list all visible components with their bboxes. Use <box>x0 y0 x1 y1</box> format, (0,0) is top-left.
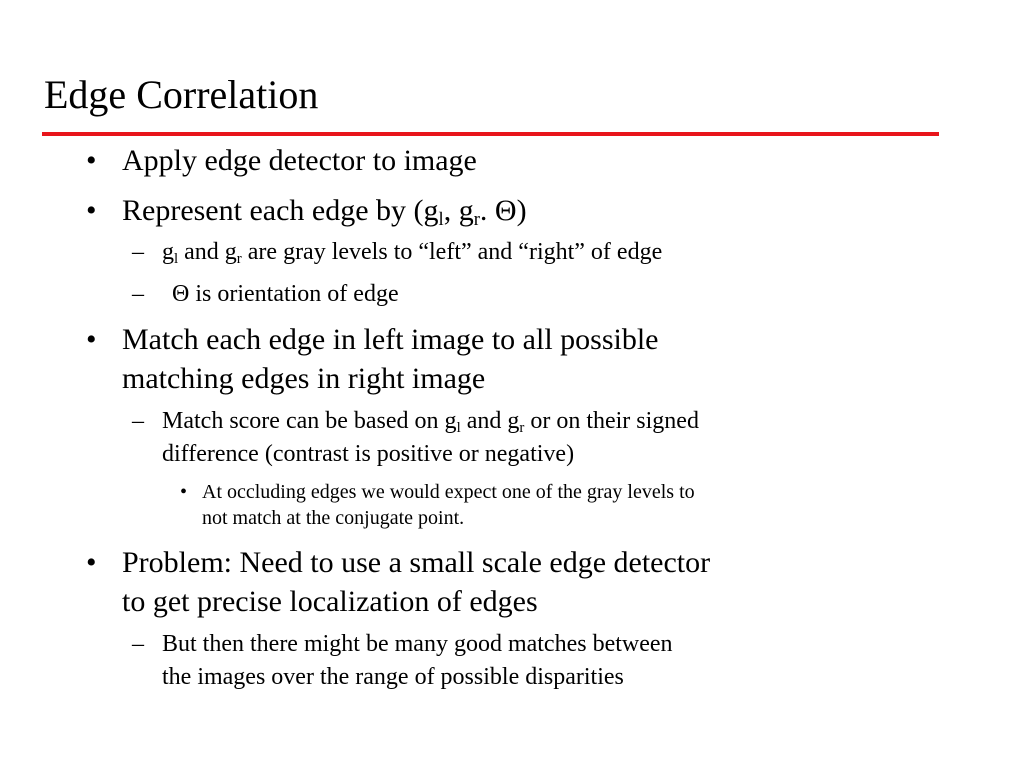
title-divider <box>42 132 939 136</box>
sub-bullet-text-part: and g <box>178 239 237 265</box>
bullet-problem <box>86 543 711 621</box>
slide-title: Edge Correlation <box>44 72 319 117</box>
sub-bullet-orientation <box>132 278 399 311</box>
sub-bullet-text-part: are gray levels to “left” and “right” of edge <box>241 239 663 265</box>
sub-bullet-text-line1: But then there might be many good matches between <box>162 631 673 657</box>
sub-bullet-match-score <box>132 405 699 471</box>
sub-bullet-text-part: or on their signed <box>524 408 699 434</box>
bullet-marker: • <box>180 481 188 503</box>
dash-marker: – <box>132 631 144 657</box>
sub-bullet-many-matches <box>132 628 673 694</box>
dash-marker: – <box>132 408 144 434</box>
sub-sub-bullet-text-line2: not match at the conjugate point. <box>202 507 465 529</box>
bullet-text-line2: matching edges in right image <box>122 362 486 395</box>
sub-bullet-text-part: Match score can be based on g <box>162 408 457 434</box>
sub-bullet-text-line2: the images over the range of possible disparities <box>162 664 624 690</box>
subscript-r: r <box>236 251 242 268</box>
sub-sub-bullet-text-line1: At occluding edges we would expect one of the gray levels to <box>202 481 695 503</box>
dash-marker: – <box>132 239 144 265</box>
bullet-apply-edge-detector <box>86 141 477 180</box>
subscript-l: l <box>456 420 461 437</box>
subscript-r: r <box>473 209 480 231</box>
bullet-marker: • <box>86 194 97 227</box>
sub-bullet-text-line2: difference (contrast is positive or negative) <box>162 441 575 467</box>
bullet-text-part: . Θ) <box>479 194 527 227</box>
bullet-represent-edge <box>86 191 527 231</box>
sub-bullet-gray-levels <box>132 236 663 269</box>
sub-bullet-text: Θ is orientation of edge <box>172 281 399 307</box>
bullet-text-line2: to get precise localization of edges <box>122 585 538 618</box>
bullet-marker: • <box>86 546 97 579</box>
bullet-text: Apply edge detector to image <box>122 144 477 177</box>
bullet-text-part: Represent each edge by (g <box>122 194 439 227</box>
bullet-marker: • <box>86 323 97 356</box>
subscript-l: l <box>438 209 444 231</box>
sub-bullet-text-part: and g <box>460 408 520 434</box>
bullet-marker: • <box>86 144 97 177</box>
bullet-text-line1: Match each edge in left image to all possible <box>122 323 659 356</box>
sub-sub-bullet-occluding-edges <box>180 479 695 531</box>
bullet-text-part: , g <box>443 194 474 227</box>
sub-bullet-text-part: g <box>162 239 174 265</box>
bullet-match-each-edge <box>86 320 659 398</box>
bullet-text-line1: Problem: Need to use a small scale edge detector <box>122 546 711 579</box>
subscript-l: l <box>174 251 179 268</box>
dash-marker: – <box>132 281 144 307</box>
subscript-r: r <box>519 420 525 437</box>
